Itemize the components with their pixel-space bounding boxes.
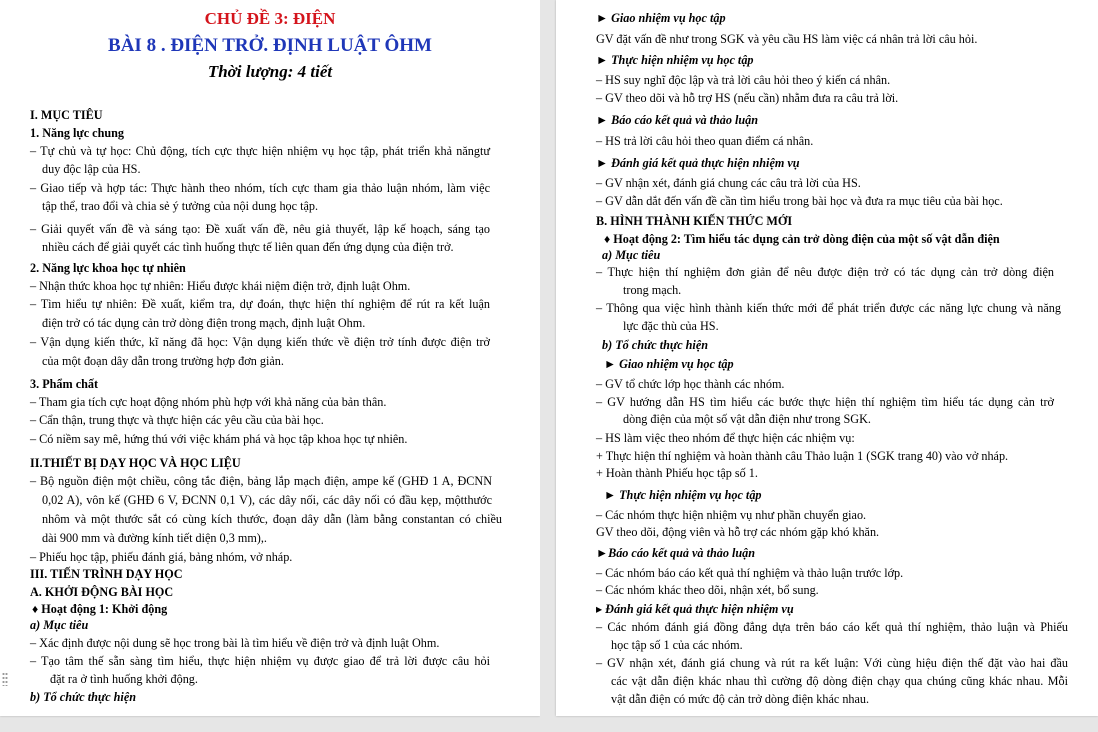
step-heading: ► Thực hiện nhiệm vụ học tập (596, 53, 754, 67)
text-line: GV theo dõi, động viên và hỗ trợ các nhóm gặp khó khăn. (596, 525, 880, 539)
text-line: vật dẫn điện có mức độ cản trở dòng điện khác nhau. (611, 692, 870, 706)
section-heading: II.THIẾT BỊ DẠY HỌC VÀ HỌC LIỆU (30, 456, 241, 470)
text-line: – Tìm hiểu tự nhiên: Đề xuất, kiểm tra, dự đoán, thực hiện thí nghiệm để rút ra kết luận (30, 297, 490, 311)
lesson-title: BÀI 8 . ĐIỆN TRỞ. ĐỊNH LUẬT ÔHM (108, 35, 432, 56)
step-heading: ►Báo cáo kết quả và thảo luận (596, 546, 756, 560)
page-gap (540, 0, 556, 732)
section-heading: B. HÌNH THÀNH KIẾN THỨC MỚI (596, 214, 793, 228)
text-line: – Phiếu học tập, phiếu đánh giá, bảng nhóm, vở nháp. (30, 550, 293, 564)
text-line: + Thực hiện thí nghiệm và hoàn thành câu Thảo luận 1 (SGK trang 40) vào vở nháp. (596, 449, 1009, 463)
subsection-heading: 3. Phẩm chất (30, 377, 99, 391)
item-heading: b) Tổ chức thực hiện (602, 338, 709, 352)
text-line: – HS suy nghĩ độc lập và trả lời câu hỏi theo ý kiến cá nhân. (596, 73, 891, 87)
text-line: trong mạch. (623, 283, 682, 297)
duration-line: Thời lượng: 4 tiết (207, 62, 333, 81)
text-line: – Giải quyết vấn đề và sáng tạo: Đề xuất vấn đề, nêu giả thuyết, lập kế hoạch, sáng tạo (30, 222, 490, 236)
step-heading: ► Giao nhiệm vụ học tập (604, 357, 734, 371)
section-heading: I. MỤC TIÊU (30, 108, 103, 122)
step-heading: ► Giao nhiệm vụ học tập (596, 11, 726, 25)
text-line: nhôm và một thước sắt có cùng kích thước, đoạn dây dẫn (làm bằng constantan có chiều (42, 512, 502, 526)
text-line: dòng điện của một số vật dẫn điện như trong SGK. (623, 412, 871, 426)
text-line: 0,02 A), vôn kế (GHĐ 6 V, ĐCNN 0,1 V), các dây nối, các dây nối có đầu kẹp, mộtthước (42, 493, 492, 507)
text-line: + Hoàn thành Phiếu học tập số 1. (596, 466, 758, 480)
text-line: – Vận dụng kiến thức, kĩ năng đã học: Vận dụng kiến thức về điện trở tính được điện trở (30, 335, 490, 349)
text-line: nhiều cách để giải quyết các tình huống thực tế liên quan đến ứng dụng của điện trở. (42, 240, 454, 254)
text-line: – Thông qua việc hình thành kiến thức mới để phát triển được các năng lực chung và năng (596, 301, 1061, 315)
text-line: lực đặc thù của HS. (623, 319, 719, 333)
text-line: – Thực hiện thí nghiệm đơn giản để nêu được điện trở có tác dụng cản trở dòng điện (596, 265, 1054, 279)
item-heading: a) Mục tiêu (30, 618, 89, 632)
text-line: duy độc lập của HS. (42, 162, 141, 176)
text-line: – Các nhóm thực hiện nhiệm vụ như phần chuyển giao. (596, 508, 867, 522)
text-line: các vật dẫn điện khác nhau thì cường độ dòng điện chạy qua chúng cũng khác nhau. Mỗi (611, 674, 1068, 688)
page-right (556, 0, 1098, 716)
section-heading: III. TIẾN TRÌNH DẠY HỌC (30, 567, 183, 581)
step-heading: ▸ Đánh giá kết quả thực hiện nhiệm vụ (596, 602, 794, 616)
item-heading: a) Mục tiêu (602, 248, 661, 262)
drag-handle-icon[interactable] (2, 672, 8, 686)
page-left (0, 0, 540, 716)
text-line: học tập số 1 của các nhóm. (611, 638, 743, 652)
text-line: – Bộ nguồn điện một chiều, công tắc điện, bảng lắp mạch điện, ampe kế (GHĐ 1 A, ĐCNN (30, 474, 492, 488)
text-line: – Tạo tâm thế sẵn sàng tìm hiểu, thực hiện nhiệm vụ được giao để trả lời được câu hỏi (30, 654, 490, 668)
step-heading: ► Đánh giá kết quả thực hiện nhiệm vụ (596, 156, 800, 170)
topic-title: CHỦ ĐỀ 3: ĐIỆN (204, 9, 336, 28)
text-line: – Có niềm say mê, hứng thú với việc khám phá và học tập khoa học tự nhiên. (30, 432, 408, 446)
text-line: của một đoạn dây dẫn trong trường hợp đơn giản. (42, 354, 284, 368)
step-heading: ► Báo cáo kết quả và thảo luận (596, 113, 759, 127)
step-heading: ► Thực hiện nhiệm vụ học tập (604, 488, 762, 502)
text-line: dài 900 mm và đường kính tiết diện 0,3 mm),. (42, 531, 267, 545)
activity-heading: ♦ Hoạt động 2: Tìm hiểu tác dụng cản trở dòng điện của một số vật dẫn điện (604, 232, 1000, 246)
text-line: – Tham gia tích cực hoạt động nhóm phù hợp với khả năng của bản thân. (30, 395, 387, 409)
subsection-heading: A. KHỞI ĐỘNG BÀI HỌC (30, 585, 174, 599)
text-line: – Các nhóm đánh giá đồng đẳng dựa trên báo cáo kết quả thí nghiệm, thảo luận và Phiếu (596, 620, 1068, 634)
subsection-heading: 1. Năng lực chung (30, 126, 124, 140)
text-line: – Cẩn thận, trung thực và thực hiện các yêu cầu của bài học. (30, 413, 324, 427)
activity-heading: ♦ Hoạt động 1: Khởi động (32, 602, 168, 616)
text-line: GV đặt vấn đề như trong SGK và yêu cầu HS làm việc cá nhân trả lời câu hỏi. (596, 32, 978, 46)
text-line: – Xác định được nội dung sẽ học trong bài là tìm hiểu về điện trở và định luật Ohm. (30, 636, 440, 650)
text-line: – GV hướng dẫn HS tìm hiểu các bước thực hiện thí nghiệm tìm hiểu tác dụng cản trở (596, 395, 1054, 409)
text-line: đặt ra ở tình huống khởi động. (50, 672, 198, 686)
text-line: – GV tổ chức lớp học thành các nhóm. (596, 377, 785, 391)
text-line: – GV dẫn dắt đến vấn đề cần tìm hiểu trong bài học và đưa ra mục tiêu của bài học. (596, 194, 1003, 208)
text-line: – Các nhóm báo cáo kết quả thí nghiệm và thảo luận trước lớp. (596, 566, 904, 580)
subsection-heading: 2. Năng lực khoa học tự nhiên (30, 261, 186, 275)
text-line: – GV theo dõi và hỗ trợ HS (nếu cần) nhằm đưa ra câu trả lời. (596, 91, 899, 105)
item-heading: b) Tổ chức thực hiện (30, 690, 137, 704)
text-line: – Tự chủ và tự học: Chủ động, tích cực thực hiện nhiệm vụ học tập, phát triển khả năngtư (30, 144, 490, 158)
text-line: – HS trả lời câu hỏi theo quan điểm cá nhân. (596, 134, 814, 148)
text-line: – Nhận thức khoa học tự nhiên: Hiểu được khái niệm điện trở, định luật Ohm. (30, 279, 411, 293)
text-line: – GV nhận xét, đánh giá chung và rút ra kết luận: Với cùng hiệu điện thế đặt vào hai đầu (596, 656, 1068, 670)
text-line: tập thể, trao đổi và chia sẻ ý tưởng của nội dung học tập. (42, 199, 319, 213)
text-line: – Giao tiếp và hợp tác: Thực hành theo nhóm, tích cực tham gia thảo luận nhóm, làm việc (30, 181, 490, 195)
text-line: điện trở có tác dụng cản trở dòng điện trong mạch, định luật Ohm. (42, 316, 366, 330)
text-line: – HS làm việc theo nhóm để thực hiện các nhiệm vụ: (596, 431, 855, 445)
text-line: – GV nhận xét, đánh giá chung các câu trả lời của HS. (596, 176, 861, 190)
text-line: – Các nhóm khác theo dõi, nhận xét, bổ sung. (596, 583, 819, 597)
